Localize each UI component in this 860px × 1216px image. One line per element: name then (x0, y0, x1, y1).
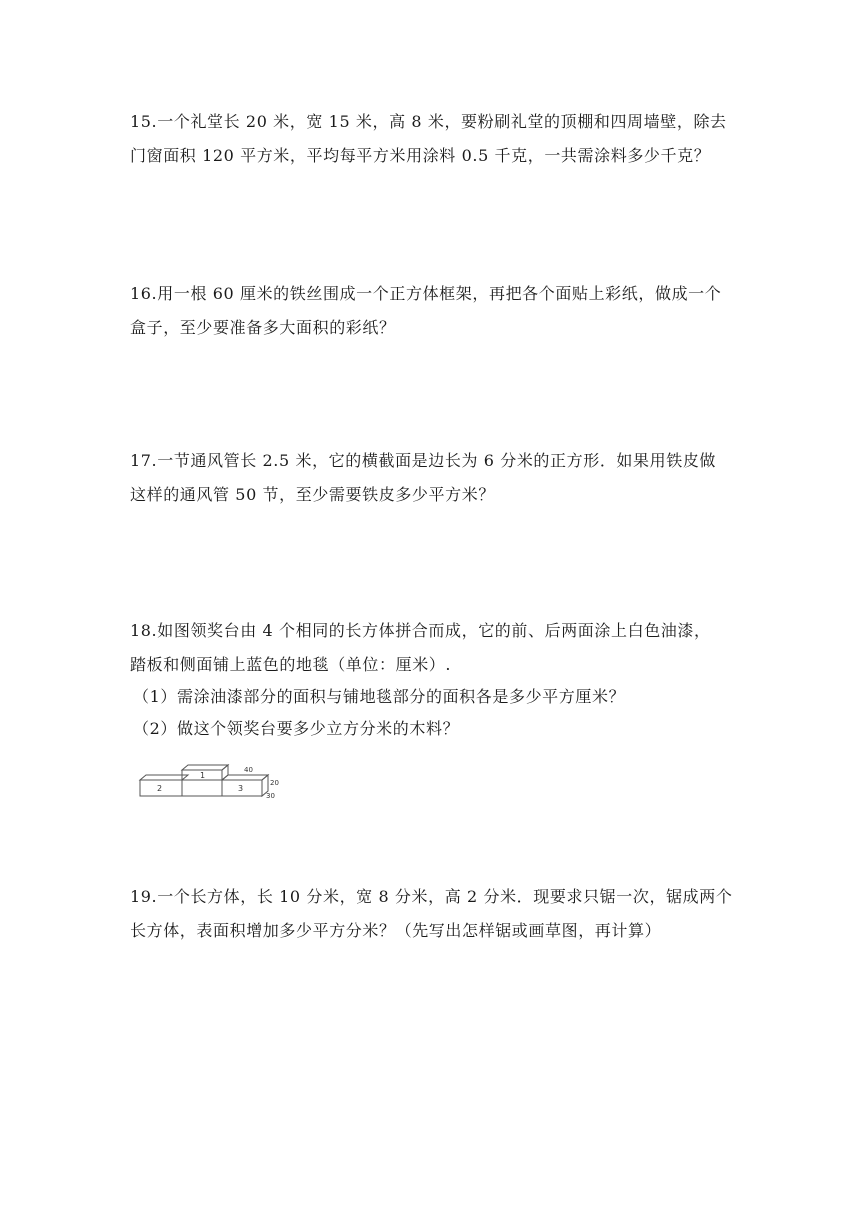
question-text-line: 门窗面积 120 平方米，平均每平方米用涂料 0.5 千克，一共需涂料多少千克？ (130, 146, 711, 165)
podium-dimension-label: 20 (270, 779, 279, 787)
question-text-line: 踏板和侧面铺上蓝色的地毯（单位：厘米）. (130, 655, 452, 674)
question-text-line: 盒子，至少要准备多大面积的彩纸？ (130, 318, 396, 337)
question-text-line: 19.一个长方体，长 10 分米，宽 8 分米，高 2 分米．现要求只锯一次，锯成两个 (130, 887, 733, 906)
question-text-line: 16.用一根 60 厘米的铁丝围成一个正方体框架，再把各个面贴上彩纸，做成一个 (130, 284, 722, 303)
podium-block-label: 1 (200, 771, 206, 780)
podium-block-1-top (182, 765, 228, 770)
question-text-line: 17.一节通风管长 2.5 米，它的横截面是边长为 6 分米的正方形．如果用铁皮做 (130, 451, 717, 470)
podium-block-2-top (140, 775, 188, 780)
question-text-line: 15.一个礼堂长 20 米，宽 15 米，高 8 米，要粉刷礼堂的顶棚和四周墙壁，除去 (130, 112, 727, 131)
podium-block-1-side (222, 765, 228, 780)
podium-dimension-label: 30 (266, 792, 275, 800)
podium-block-label: 2 (157, 784, 163, 793)
sub-question-1: （1）需涂油漆部分的面积与铺地毯部分的面积各是多少平方厘米？ (133, 687, 626, 706)
question-text-line: 长方体，表面积增加多少平方分米？（先写出怎样锯或画草图，再计算） (130, 921, 662, 940)
sub-question-2: （2）做这个领奖台要多少立方分米的木料？ (133, 719, 460, 738)
podium-block-label: 3 (238, 784, 244, 793)
question-text-line: 18.如图领奖台由 4 个相同的长方体拼合而成，它的前、后两面涂上白色油漆， (130, 621, 711, 640)
podium-block-3-top (222, 775, 268, 780)
question-text-line: 这样的通风管 50 节，至少需要铁皮多少平方米？ (130, 485, 495, 504)
podium-figure (138, 760, 288, 804)
podium-dimension-label: 40 (244, 766, 253, 774)
